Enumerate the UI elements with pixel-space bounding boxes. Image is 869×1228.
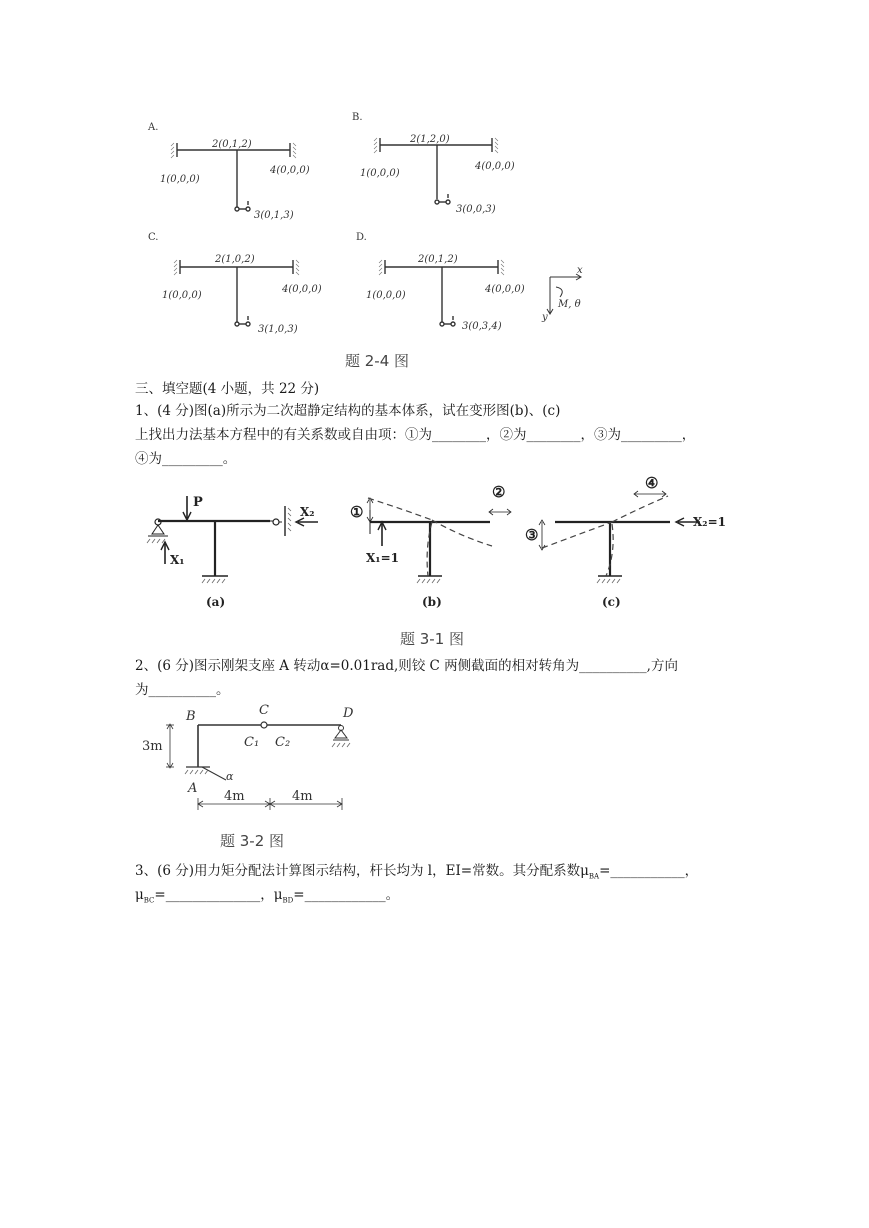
panel-a-node-right: 4(0,0,0) <box>270 165 310 176</box>
axis-m-label: M, θ <box>558 299 581 310</box>
span-left-dimension-label: 4m <box>224 789 245 804</box>
q1-line-1: 1、(4 分)图(a)所示为二次超静定结构的基本体系，试在变形图(b)、(c) <box>135 403 561 419</box>
axis-y-label: y <box>542 312 548 323</box>
node-d-label: D <box>343 706 354 721</box>
panel-b-node-top: 2(1,2,0) <box>410 134 450 145</box>
node-c-label: C <box>259 703 269 718</box>
q3-line-2-end: =____________。 <box>293 887 400 903</box>
q1-line-2: 上找出力法基本方程中的有关系数或自由项：①为________，②为________，③为_________， <box>135 427 696 443</box>
q2-line-1: 2、(6 分)图示刚架支座 A 转动α=0.01rad,则铰 C 两侧截面的相对转角为__________,方向 <box>135 658 678 674</box>
panel-a-node-top: 2(0,1,2) <box>212 139 252 150</box>
figure-3-1 <box>140 476 730 626</box>
q3-sub-bd: BD <box>282 896 294 905</box>
panel-c-node-left: 1(0,0,0) <box>162 290 202 301</box>
figure-3-2 <box>140 700 380 830</box>
q3-line-2 <box>135 884 399 912</box>
q1-line-3: ④为_________。 <box>135 451 237 467</box>
panel-b-node-bottom: 3(0,0,3) <box>456 204 496 215</box>
panel-c-tag: (c) <box>602 595 621 609</box>
alpha-label: α <box>226 770 234 783</box>
panel-b-letter: B. <box>352 112 363 123</box>
x2-label: X₂ <box>300 505 315 519</box>
circle-3-label: ③ <box>525 526 539 544</box>
circle-1-label: ① <box>350 503 364 521</box>
span-right-dimension-label: 4m <box>292 789 313 804</box>
q3-line-2-mu: μ <box>135 887 144 903</box>
panel-d-letter: D. <box>356 232 367 243</box>
panel-b-node-right: 4(0,0,0) <box>475 161 515 172</box>
panel-c-letter: C. <box>148 232 159 243</box>
panel-b-tag: (b) <box>422 595 442 609</box>
panel-c-node-right: 4(0,0,0) <box>282 284 322 295</box>
panel-a-letter: A. <box>148 122 159 133</box>
node-a-label: A <box>188 781 198 796</box>
panel-d-node-left: 1(0,0,0) <box>366 290 406 301</box>
q2-line-2: 为__________。 <box>135 682 230 698</box>
node-c1-label: C₁ <box>244 735 260 750</box>
panel-c-node-bottom: 3(1,0,3) <box>258 324 298 335</box>
panel-d-node-bottom: 3(0,3,4) <box>462 321 502 332</box>
figure-3-1-caption: 题 3-1 图 <box>400 630 465 648</box>
x2-unit-label: X₂=1 <box>693 515 726 529</box>
panel-c-frame <box>539 491 700 576</box>
figure-3-2-caption: 题 3-2 图 <box>220 832 285 850</box>
panel-b-node-left: 1(0,0,0) <box>360 168 400 179</box>
x1-label: X₁ <box>170 553 185 567</box>
node-b-label: B <box>186 709 196 724</box>
x1-unit-label: X₁=1 <box>366 551 399 565</box>
figure-2-4 <box>130 105 600 375</box>
q3-line-2-mid: =______________，μ <box>154 887 283 903</box>
section-heading: 三、填空题(4 小题，共 22 分) <box>135 381 320 397</box>
panel-a-node-bottom: 3(0,1,3) <box>254 210 294 221</box>
panel-a-node-left: 1(0,0,0) <box>160 174 200 185</box>
height-dimension-label: 3m <box>142 739 163 754</box>
panel-d-node-right: 4(0,0,0) <box>485 284 525 295</box>
panel-a-tag: (a) <box>206 595 226 609</box>
q3-sub-bc: BC <box>143 896 155 905</box>
panel-d-node-top: 2(0,1,2) <box>418 254 458 265</box>
panel-c-node-top: 2(1,0,2) <box>215 254 255 265</box>
q3-sub-ba: BA <box>588 872 600 881</box>
figure-2-4-caption: 题 2-4 图 <box>345 352 410 370</box>
circle-2-label: ② <box>492 483 506 501</box>
node-c2-label: C₂ <box>275 735 291 750</box>
circle-4-label: ④ <box>645 476 659 492</box>
load-p-label: P <box>193 495 203 510</box>
q3-line-1-text: 3、(6 分)用力矩分配法计算图示结构，杆长均为 l，EI=常数。其分配系数μ <box>135 863 589 879</box>
q3-line-1-blank: =___________， <box>599 863 699 879</box>
axis-x-label: x <box>577 265 583 276</box>
